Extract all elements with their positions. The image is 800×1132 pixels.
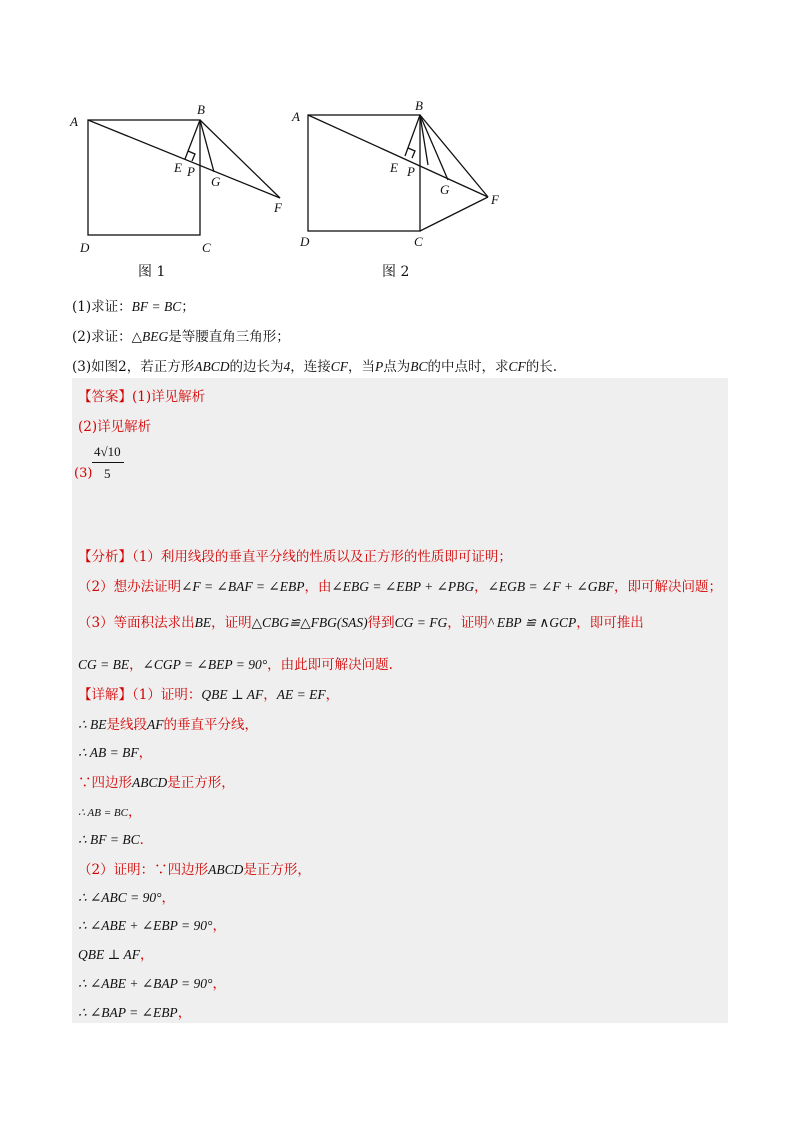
detail-line-6	[78, 828, 153, 848]
q3-math-4: P	[374, 359, 384, 374]
fraction-bar	[92, 462, 124, 463]
label-d-1: D	[80, 240, 90, 255]
analysis-4-math-2: ∠CGP = ∠BEP = 90°	[142, 657, 268, 672]
analysis-3-math-4: ^ EBP ≌ ∧GCP	[487, 615, 577, 630]
label-g-1: G	[211, 174, 221, 189]
detail-3-text-a: ，	[138, 745, 153, 761]
analysis-2-math-3: ∠EGB = ∠F + ∠GBF	[487, 579, 615, 594]
question-1	[72, 295, 195, 315]
answer-3-prefix: (3)	[74, 466, 93, 481]
q1-prefix: (1)求证：	[72, 299, 132, 315]
detail-line-2	[78, 713, 258, 733]
answer-1: (1)详见解析	[132, 389, 206, 405]
detail-10-text-a: ，	[139, 947, 154, 963]
analysis-3-math-2: △CBG≌△FBG(SAS)	[251, 615, 368, 630]
detail-8-math-1: ∴ ∠ABC = 90°	[78, 890, 162, 905]
detail-5-text-a: ，	[127, 804, 142, 820]
analysis-4-text-b: ，由此即可解决问题.	[267, 657, 393, 673]
detail-12-text-a: ，	[177, 1005, 192, 1021]
line-af-1	[88, 120, 280, 198]
analysis-1: （1）利用线段的垂直平分线的性质以及正方形的性质即可证明；	[132, 549, 512, 565]
figure-2	[308, 115, 488, 231]
line-bg-2	[420, 115, 448, 180]
detail-tag: 【详解】	[78, 687, 132, 703]
q2-suffix: 是等腰直角三角形；	[168, 329, 290, 345]
analysis-3-text-a: （3）等面积法求出	[78, 615, 195, 631]
detail-line-4	[78, 771, 235, 791]
label-e-1: E	[174, 160, 182, 175]
q3-text-f: 的中点时，求	[427, 359, 509, 375]
label-c-1: C	[202, 240, 211, 255]
line-af-2	[308, 115, 488, 197]
q3-text-b: 的边长为	[229, 359, 284, 375]
detail-2-text-b: 的垂直平分线，	[163, 717, 258, 733]
detail-7-text-b: 是正方形，	[243, 862, 311, 878]
detail-5-math-1: ∴ AB = BC	[78, 807, 128, 819]
answer-3-denominator: 5	[104, 466, 111, 481]
q1-math: BF = BC	[131, 299, 182, 314]
detail-4-math-1: ABCD	[132, 775, 168, 790]
detail-2-math-1: ∴ BE	[78, 717, 107, 732]
question-2	[72, 325, 290, 345]
analysis-3-text-e: ，即可推出	[576, 615, 644, 631]
detail-line-12	[78, 1001, 191, 1021]
figure-2-caption: 图 2	[382, 264, 410, 280]
q1-suffix: ；	[181, 299, 195, 315]
label-e-2: E	[390, 160, 398, 175]
q3-text-a: (3)如图2，若正方形	[72, 359, 195, 375]
analysis-2-text-c: ，	[474, 579, 488, 595]
analysis-line-2	[78, 575, 722, 595]
analysis-3-math-3: CG = FG	[394, 615, 448, 630]
detail-line-9	[78, 914, 226, 934]
label-b-1: B	[197, 102, 205, 117]
label-a-1: A	[70, 114, 78, 129]
detail-2-text-a: 是线段	[106, 717, 147, 733]
detail-7-text-a: （2）证明：∵四边形	[78, 862, 209, 878]
analysis-2-math-2: ∠EBG = ∠EBP + ∠PBG	[331, 579, 475, 594]
detail-line-7	[78, 858, 311, 878]
q2-math: △BEG	[131, 329, 169, 344]
detail-1-math-2: AE = EF	[276, 687, 326, 702]
analysis-3-text-c: 得到	[367, 615, 395, 631]
line-bg-1	[200, 120, 214, 172]
label-p-1: P	[187, 164, 195, 179]
label-g-2: G	[440, 182, 450, 197]
analysis-2-text-d: ，即可解决问题；	[614, 579, 723, 595]
geometry-figures	[60, 90, 580, 290]
detail-4-text-a: ∵四边形	[78, 775, 132, 791]
line-cf-2	[420, 197, 488, 231]
right-angle-mark-1	[188, 151, 195, 161]
answer-line-2	[78, 415, 151, 435]
label-b-2: B	[415, 98, 423, 113]
detail-6-math-1: ∴ BF = BC	[78, 832, 140, 847]
answer-3	[74, 444, 138, 484]
detail-line-10	[78, 943, 153, 963]
label-d-2: D	[300, 234, 310, 249]
answer-line-1	[78, 385, 205, 405]
line-bf-2	[420, 115, 488, 197]
label-f-1: F	[274, 200, 282, 215]
detail-2-math-2: AF	[146, 717, 164, 732]
detail-6-text-a: ．	[139, 832, 154, 848]
q3-text-d: ，当	[347, 359, 375, 375]
detail-4-text-b: 是正方形，	[167, 775, 235, 791]
q2-prefix: (2)求证：	[72, 329, 132, 345]
detail-line-1	[78, 683, 339, 703]
detail-9-text-a: ，	[212, 918, 226, 934]
q3-math-1: ABCD	[194, 359, 230, 374]
analysis-3-math-1: BE	[194, 615, 212, 630]
answer-3-numerator: 4√10	[94, 444, 121, 459]
figure-1	[88, 120, 280, 235]
q3-text-e: 点为	[383, 359, 411, 375]
square-abcd-2	[308, 115, 420, 231]
q3-text-g: 的长.	[525, 359, 558, 375]
detail-line-3	[78, 741, 152, 761]
label-p-2: P	[407, 164, 415, 179]
analysis-line-4	[78, 653, 393, 673]
detail-11-math-1: ∴ ∠ABE + ∠BAP = 90°	[78, 976, 213, 991]
q3-math-3: CF	[330, 359, 348, 374]
analysis-line-3	[78, 611, 644, 631]
analysis-2-text-a: （2）想办法证明	[78, 579, 182, 595]
label-f-2: F	[491, 192, 499, 207]
analysis-3-text-b: ，证明	[211, 615, 252, 631]
label-a-2: A	[292, 109, 300, 124]
answer-tag: 【答案】	[78, 389, 132, 405]
q3-math-5: BC	[410, 359, 428, 374]
detail-line-5	[78, 800, 141, 820]
detail-1-math-1: QBE ⊥ AF	[201, 687, 264, 702]
detail-1-text-b: ，	[263, 687, 277, 703]
answer-2: (2)详见解析	[78, 419, 152, 435]
q3-text-c: ，连接	[290, 359, 331, 375]
q3-math-6: CF	[508, 359, 526, 374]
analysis-2-text-b: ，由	[304, 579, 332, 595]
right-angle-mark-2	[408, 148, 415, 158]
analysis-3-text-d: ，证明	[447, 615, 488, 631]
detail-11-text-a: ，	[212, 976, 226, 992]
detail-10-math-1: QBE ⊥ AF	[78, 947, 140, 962]
detail-line-8	[78, 886, 175, 906]
figure-svg	[60, 90, 580, 290]
detail-1-text-c: ，	[325, 687, 340, 703]
detail-8-text-a: ，	[161, 890, 176, 906]
detail-3-math-1: ∴ AB = BF	[78, 745, 139, 760]
question-3	[72, 355, 557, 375]
analysis-line-1	[78, 545, 512, 565]
label-c-2: C	[414, 234, 423, 249]
analysis-4-math-1: CG = BE	[78, 657, 130, 672]
detail-9-math-1: ∴ ∠ABE + ∠EBP = 90°	[78, 918, 213, 933]
analysis-tag: 【分析】	[78, 549, 132, 565]
detail-12-math-1: ∴ ∠BAP = ∠EBP	[78, 1005, 178, 1020]
analysis-2-math-1: ∠F = ∠BAF = ∠EBP	[181, 579, 305, 594]
q3-math-2: 4	[283, 359, 291, 374]
detail-line-11	[78, 972, 226, 992]
square-abcd-1	[88, 120, 200, 235]
detail-1-text-a: （1）证明：	[132, 687, 202, 703]
analysis-4-text-a: ，	[129, 657, 143, 673]
detail-7-math-1: ABCD	[208, 862, 244, 877]
figure-1-caption: 图 1	[138, 264, 166, 280]
